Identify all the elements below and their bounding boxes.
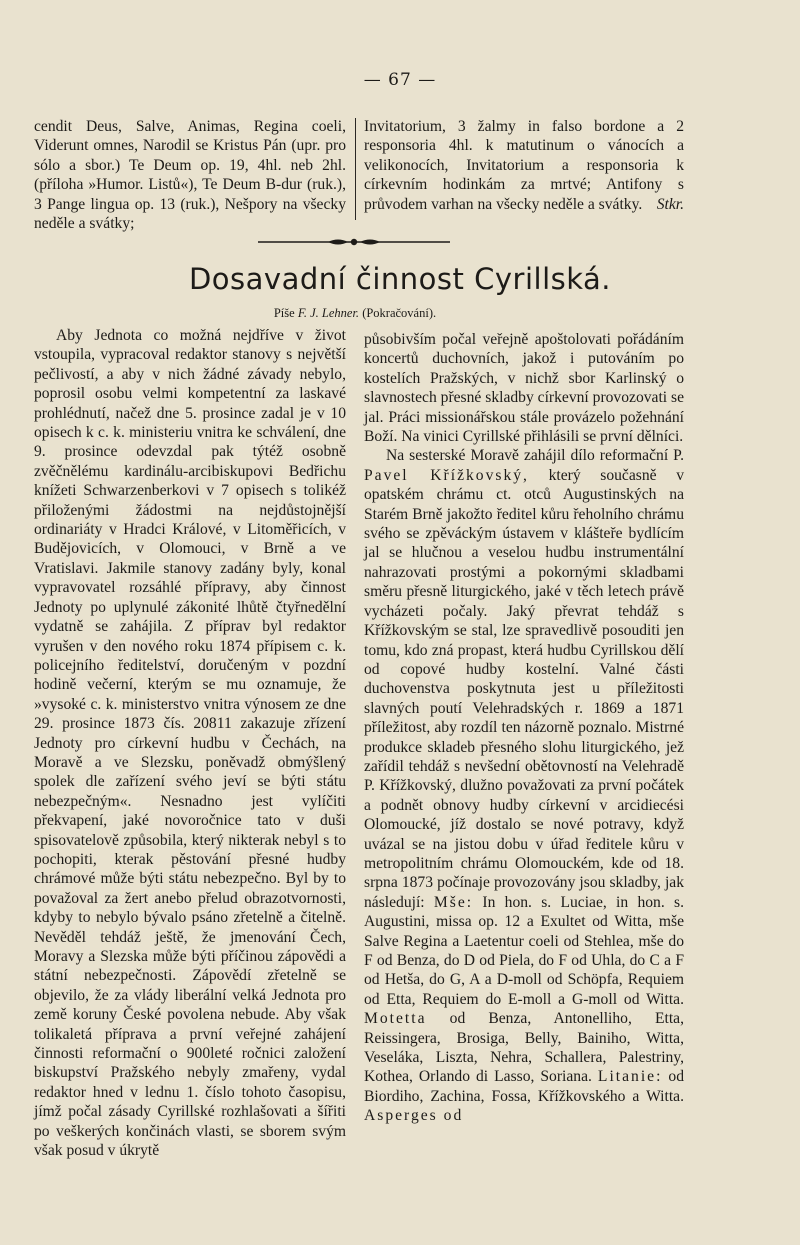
- paragraph: [364, 446, 684, 1125]
- signature: Stkr.: [656, 195, 684, 213]
- paragraph: působivším počal veřejně apoštolovati pořádáním koncertů duchovních, jakož i putováním po kostelích Pražských, v nichž sbor Karlinský o slavnostech přesné skladby církevní provozovati se jal. Práci missionářskou stále provázelo požehnání Boží. Na vinici Cyrillské přihlásili se první dělníci.: [364, 331, 685, 446]
- byline: [0, 306, 710, 321]
- main-left-column: [34, 326, 346, 1160]
- paragraph-text: který současně v opatském chrámu ct. otců Augustinských na Starém Brně jakožto ředitel kůru řeholního chrámu svého se zpěváckým ústavem v klášteře bydlícím jal se hlučnou a veselou hudbu instrumentální nahrazovati prostými a pokornými skladbami směru přesně liturgického, jaké v těch letech právě vycházeti počaly. Jaký převrat tehdáž s Křížkovským se stal, lze spravedlivě posouditi jen tomu, kdo zná propast, která hudbu Cyrillskou dělí od copové hudby kostelní. Valné části duchovenstva poskytnuta jest u příležitosti slavných poutí Velehradských r. 1869 a 1871 příležitost, aby rozdíl ten názorně poznalo. Mistrné produkce skladeb přesného slohu liturgického, jež zařídil tehdáž s nevšední obětovností na Velehradě P. Křížkovský, dlužno považovati za první počátek a podnět obnovy hudby církevní v arcidiecési Olomoucké, jíž dostalo se nové potravy, když uvázal se na jistou dobu v úřad ředitele kůru v metropolitním chrámu Olomouckém, kde od 18. srpna 1873 počínaje provozovány jsou skladby, jak následují:: [364, 466, 684, 911]
- section-label: Litanie:: [597, 1068, 663, 1086]
- continuation-note: (Pokračování).: [362, 306, 437, 320]
- byline-prefix: Píše: [273, 306, 295, 320]
- top-left-text: cendit Deus, Salve, Animas, Regina coeli, Viderunt omnes, Narodil se Kristus Pán (upr. pro sólo a sbor.) Te Deum op. 19, 4hl. neb 2hl. (příloha »Humor. Listů«), Te Deum B-dur (ruk.), 3 Pange lingua op. 13 (ruk.), Nešpory na všecky neděle a svátky;: [34, 118, 346, 233]
- top-left-column: [34, 117, 346, 233]
- list-text: od Biordiho, Zachina, Fossa, Křížkovského a Witta.: [364, 1068, 685, 1105]
- spaced-name: Pavel Křížkovský,: [364, 466, 529, 484]
- paragraph-text: Na sesterské Moravě zahájil dílo reformační P.: [386, 447, 684, 465]
- list-text: od Benza, Antonelliho, Etta, Reissingera, Brosiga, Belly, Bainiho, Witta, Veseláka, Liszta, Nehra, Schallera, Palestriny, Kothea, Orlando di Lasso, Soriana.: [364, 1010, 684, 1086]
- list-text: In hon. s. Luciae, in hon. s. Augustini, missa op. 12 a Exultet od Witta, mše Salve Regina a Laetentur coeli od Stehlea, mše do F od Benza, do D od Piela, do F od Uhla, do C a F od Hetša, do G, A a D-moll od Schöpfa, Requiem od Etta, Requiem do E-moll a G-moll od Witta.: [364, 893, 684, 1008]
- article-title: Dosavadní činnost Cyrillská.: [188, 262, 612, 296]
- section-label: Asperges od: [364, 1107, 464, 1125]
- column-divider: [355, 118, 356, 220]
- ornament-divider: [258, 236, 450, 248]
- top-right-column: [364, 117, 684, 214]
- top-right-body: Invitatorium, 3 žalmy in falso bordone a 2 responsoria 4hl. k matutinum o vánocích a velikonocích, Invitatorium a responsoria k církevním hodinkám za mrtvé; Antifony s průvodem varhan na všecky neděle a svátky.: [364, 118, 684, 213]
- top-right-text: [364, 117, 684, 214]
- author-name: F. J. Lehner.: [297, 306, 360, 320]
- page-number: — 67 —: [363, 70, 437, 90]
- section-label: Mše:: [433, 893, 474, 911]
- paragraph: Aby Jednota co možná nejdříve v život vstoupila, vypracoval redaktor stanovy s největší pečlivostí, a aby v nich žádné závady nebylo, poprosil osobu velmi kompetentní za laskavé prohlédnutí, načež dne 5. prosince zadal je v 10 opisech k c. k. ministeriu vnitra ke schválení, dne 9. prosince odevzdal pak týtéž osobně zvěčnělému kardinálu-arcibiskupovi Bedřichu knížeti Schwarzenberkovi v 7 opisech s tolikéž přiloženými žádostmi na nejdůstojnější ordinariáty v Hradci Králové, v Litoměřicích, v Budějovicích, v Olomouci, v Brně a ve Vratislavi. Jakmile stanovy zadány byly, konal vypravovatel rozsáhlé přípravy, aby činnost Jednoty po uplynulé zákonité lhůtě čtyřnedělní vydatně se zahájila. Z příprav byl redaktor vyrušen v den nového roku 1874 přípisem c. k. policejního ředitelství, doručeným v pozdní hodině večerní, kterým se mu oznamuje, že »vysoké c. k. ministerstvo vnitra výnosem ze dne 29. prosince 1873 čís. 20811 zakazuje zřízení Jednoty pro církevní hudbu v Čechách, na Moravě a ve Slezsku, poněvadž obmýšlený spolek dle zařízení svého jeví se býti státu nebezpečným«. Nesnadno jest vylíčiti překvapení, jaké novoročnice tato v duši spisovatelově způsobila, který nikterak nebyl s to pochopiti, kterak pěstování přesné hudby chrámové může býti státu nebezpečno. Byl by to považoval za žert anebo přelud obrazotvornosti, kdyby to nebylo bývalo psáno zřetelně a čitelně. Nevěděl tehdáž ještě, že jmenování Čech, Moravy a Slezska může býti příčinou zápovědi a státní nebezpečnosti. Zápovědí zřetelně se objevilo, že za vlády liberální velká Jednota pro země koruny České povolena nebude. Aby však tolikaletá příprava a první veřejné zahájení činnosti reformační o 900leté ročnici založení biskupství Pražského nebyly zmařeny, vydal redaktor hned v lednu 1. číslo tohoto časopisu, jímž počal zásady Cyrillské rozhlašovati a šířiti po veškerých končinách vlasti, se sborem svým však posud v úkrytě: [34, 327, 346, 1160]
- section-label: Motetta: [364, 1010, 427, 1028]
- main-right-column: [364, 330, 684, 1126]
